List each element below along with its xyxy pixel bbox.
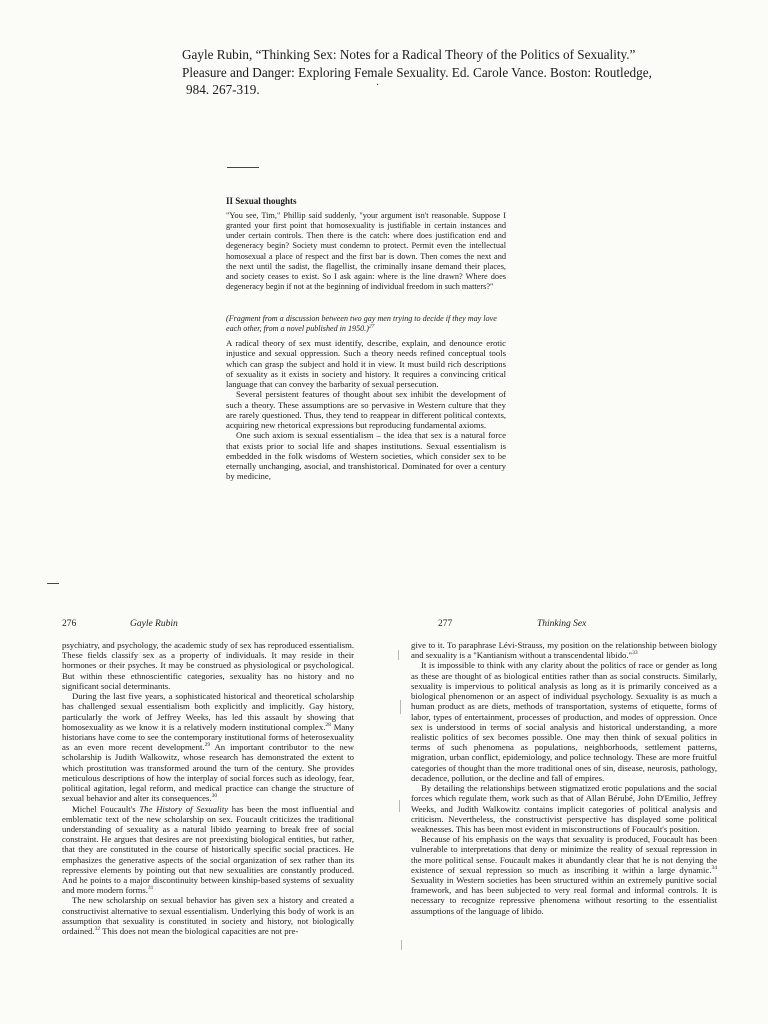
left-running-head-text: Gayle Rubin bbox=[130, 619, 178, 629]
paragraph: One such axiom is sexual essentialism – the idea that sex is a natural force that exists prior to social life and shapes institutions. Sexual essentialism is embedded in the folk wisdoms of Western societies, which consider sex to be eternally unchanging, asocial, and transhistorical. Dominated for over a century by medicine, bbox=[226, 430, 506, 482]
text-run: Many historians have come to see the contemporary institutional forms of heterosexuality as an even more recent development. bbox=[62, 721, 354, 753]
text-run: has been the most influential and emblematic text of the new scholarship on sex. Foucault criticizes the traditional understanding of sexuality as a natural libido yearning to break free of social constraint. He argues that desires are not preexisting biological entities, but rather, that they are constituted in the course of historically specific social practices. He emphasizes the generative aspects of the social organization of sex rather than its repressive elements by pointing out that new sexualities are constantly produced. And he points to a major discontinuity between kinship-based systems of sexuality and more modern forms. bbox=[62, 803, 354, 896]
text-run: During the last five years, a sophisticated historical and theoretical scholarship has challenged sexual essentialism both explicitly and implicitly. Gay history, particularly the work of Jeffrey Weeks, has led this assault by showing that homosexuality as we know it is a relatively modern institutional complex. bbox=[62, 691, 354, 732]
book-title: The History of Sexuality bbox=[139, 803, 229, 814]
footnote-ref: 33 bbox=[632, 650, 638, 657]
gutter-mark bbox=[401, 940, 402, 950]
text-run: Michel Foucault's bbox=[72, 803, 140, 814]
paragraph: It is impossible to think with any clarity about the politics of race or gender as long as these are thought of as biological entities rather than as social constructs. Similarly, sexuality is impervious to political analysis as long as it is primarily conceived as a biological phenomenon or an aspect of individual psychology. Sexuality is as much a human product as are diets, methods of transportation, systems of etiquette, forms of labor, types of entertainment, processes of production, and modes of oppression. Once sex is understood in terms of social analysis and historical understanding, a more realistic politics of sex becomes possible. One may then think of sexual politics in terms of such phenomena as populations, neighborhoods, settlement patterns, migration, urban conflict, epidemiology, and police technology. These are more fruitful categories of thought than the more traditional ones of sin, disease, neurosis, pathology, decadence, pollution, or the decline and fall of empires. bbox=[411, 660, 717, 783]
footnote-ref: 34 bbox=[711, 864, 717, 871]
paragraph: Several persistent features of thought about sex inhibit the development of such a theory. These assumptions are so pervasive in Western culture that they are rarely questioned. Thus, they tend to reappear in different political contexts, acquiring new rhetorical expressions but reproducing fundamental axioms. bbox=[226, 389, 506, 430]
right-page-number: 277 bbox=[438, 619, 453, 629]
paragraph bbox=[411, 640, 717, 660]
stray-rule bbox=[227, 167, 259, 168]
right-running-head bbox=[537, 619, 586, 629]
footnote-ref: 29 bbox=[204, 742, 211, 749]
right-page-column bbox=[411, 640, 717, 916]
paragraph bbox=[62, 895, 354, 936]
citation-line-3: 984. 267-319. bbox=[186, 82, 260, 97]
text-run: give to it. To paraphrase Lévi-Strauss, my position on the relationship between biology and sexuality is a "Kantianism without a transcendental libido." bbox=[411, 640, 717, 661]
text-run: This does not mean the biological capacities are not pre- bbox=[100, 926, 299, 937]
stray-mark: · bbox=[376, 80, 380, 91]
paragraph bbox=[62, 804, 354, 896]
paragraph bbox=[62, 691, 354, 803]
paragraph bbox=[411, 834, 717, 916]
stray-rule bbox=[47, 583, 59, 584]
text-run: An important contributor to the new scholarship is Judith Walkowitz, whose research has demonstrated the extent to which prostitution was transformed around the turn of the century. She provides meticulous descriptions of how the interplay of social forces such as ideology, fear, political agitation, legal reform, and medical practice can change the structure of sexual behavior and alter its consequences. bbox=[62, 742, 354, 804]
left-running-head bbox=[130, 619, 178, 629]
text-run: Sexuality in Western societies has been structured within an extremely punitive social framework, and has been subjected to very real formal and informal controls. It is necessary to recognize repressive phenomena without resorting to the essentialist assumptions of the language of libido. bbox=[411, 875, 717, 916]
gutter-mark bbox=[400, 700, 401, 714]
text-run: The new scholarship on sexual behavior has given sex a history and created a constructivist alternative to sexual essentialism. Underlying this body of work is an assumption that sexuality is constituted in society and history, not biologically ordained. bbox=[62, 895, 354, 937]
paragraph: By detailing the relationships between stigmatized erotic populations and the social forces which regulate them, work such as that of Allan Bérubé, John D'Emilio, Jeffrey Weeks, and Judith Walkowitz contains implicit categories of political analysis and criticism. Nevertheless, the constructivist perspective has displayed some political weaknesses. This has been most evident in misconstructions of Foucault's position. bbox=[411, 783, 717, 834]
paragraph: A radical theory of sex must identify, describe, explain, and denounce erotic injustice and sexual oppression. Such a theory needs refined conceptual tools which can grasp the subject and hold it in view. It must build rich descriptions of sexuality as it exists in society and history. It requires a convincing critical language that can convey the barbarity of sexual persecution. bbox=[226, 338, 506, 389]
text-run: Because of his emphasis on the ways that sexuality is produced, Foucault has been vulnerable to interpretations that deny or minimize the reality of sexual repression in the more political sense. Foucault makes it abundantly clear that he is not denying the existence of sexual repression so much as inscribing it within a large dynamic. bbox=[411, 834, 717, 875]
gutter-mark bbox=[398, 650, 399, 660]
gutter-mark bbox=[399, 800, 400, 812]
epigraph-source bbox=[226, 314, 508, 334]
citation-header bbox=[182, 46, 752, 99]
top-body-text bbox=[226, 338, 506, 482]
epigraph-quote: "You see, Tim," Phillip said suddenly, "your argument isn't reasonable. Suppose I granted your first point that homosexuality is justifiable in certain instances and under certain controls. Then there is the catch: where does justification end and degeneracy begin? Society must condemn to protect. Permit even the intellectual homosexual a place of respect and the first bar is down. Then comes the next and the next until the sadist, the flagellist, the criminally insane demand their places, and society ceases to exist. So I ask again: where is the line drawn? Where does degeneracy begin if not at the beginning of individual freedom in such matters?" bbox=[226, 211, 506, 292]
citation-line-1: Gayle Rubin, “Thinking Sex: Notes for a Radical Theory of the Politics of Sexuality.” bbox=[182, 47, 636, 62]
footnote-ref: 30 bbox=[211, 793, 218, 800]
right-running-head-text: Thinking Sex bbox=[537, 619, 587, 629]
footnote-ref: 31 bbox=[147, 885, 154, 892]
footnote-ref: 28 bbox=[325, 721, 331, 728]
citation-line-2: Pleasure and Danger: Exploring Female Sexuality. Ed. Carole Vance. Boston: Routledge, bbox=[182, 64, 652, 80]
epigraph-source-text: (Fragment from a discussion between two gay men trying to decide if they may love each other, from a novel published in 1950.) bbox=[226, 314, 497, 334]
paragraph: psychiatry, and psychology, the academic study of sex has reproduced essentialism. These fields classify sex as a property of individuals. It may reside in their hormones or their psyches. It may be construed as physiological or psychological. But within these ethnoscientific categories, sexuality has no history and no significant social determinants. bbox=[62, 640, 354, 691]
left-page-number: 276 bbox=[62, 619, 77, 629]
footnote-ref: 32 bbox=[94, 926, 101, 933]
left-page-column bbox=[62, 640, 354, 936]
section-heading: II Sexual thoughts bbox=[226, 196, 297, 206]
footnote-ref: 27 bbox=[368, 323, 375, 330]
